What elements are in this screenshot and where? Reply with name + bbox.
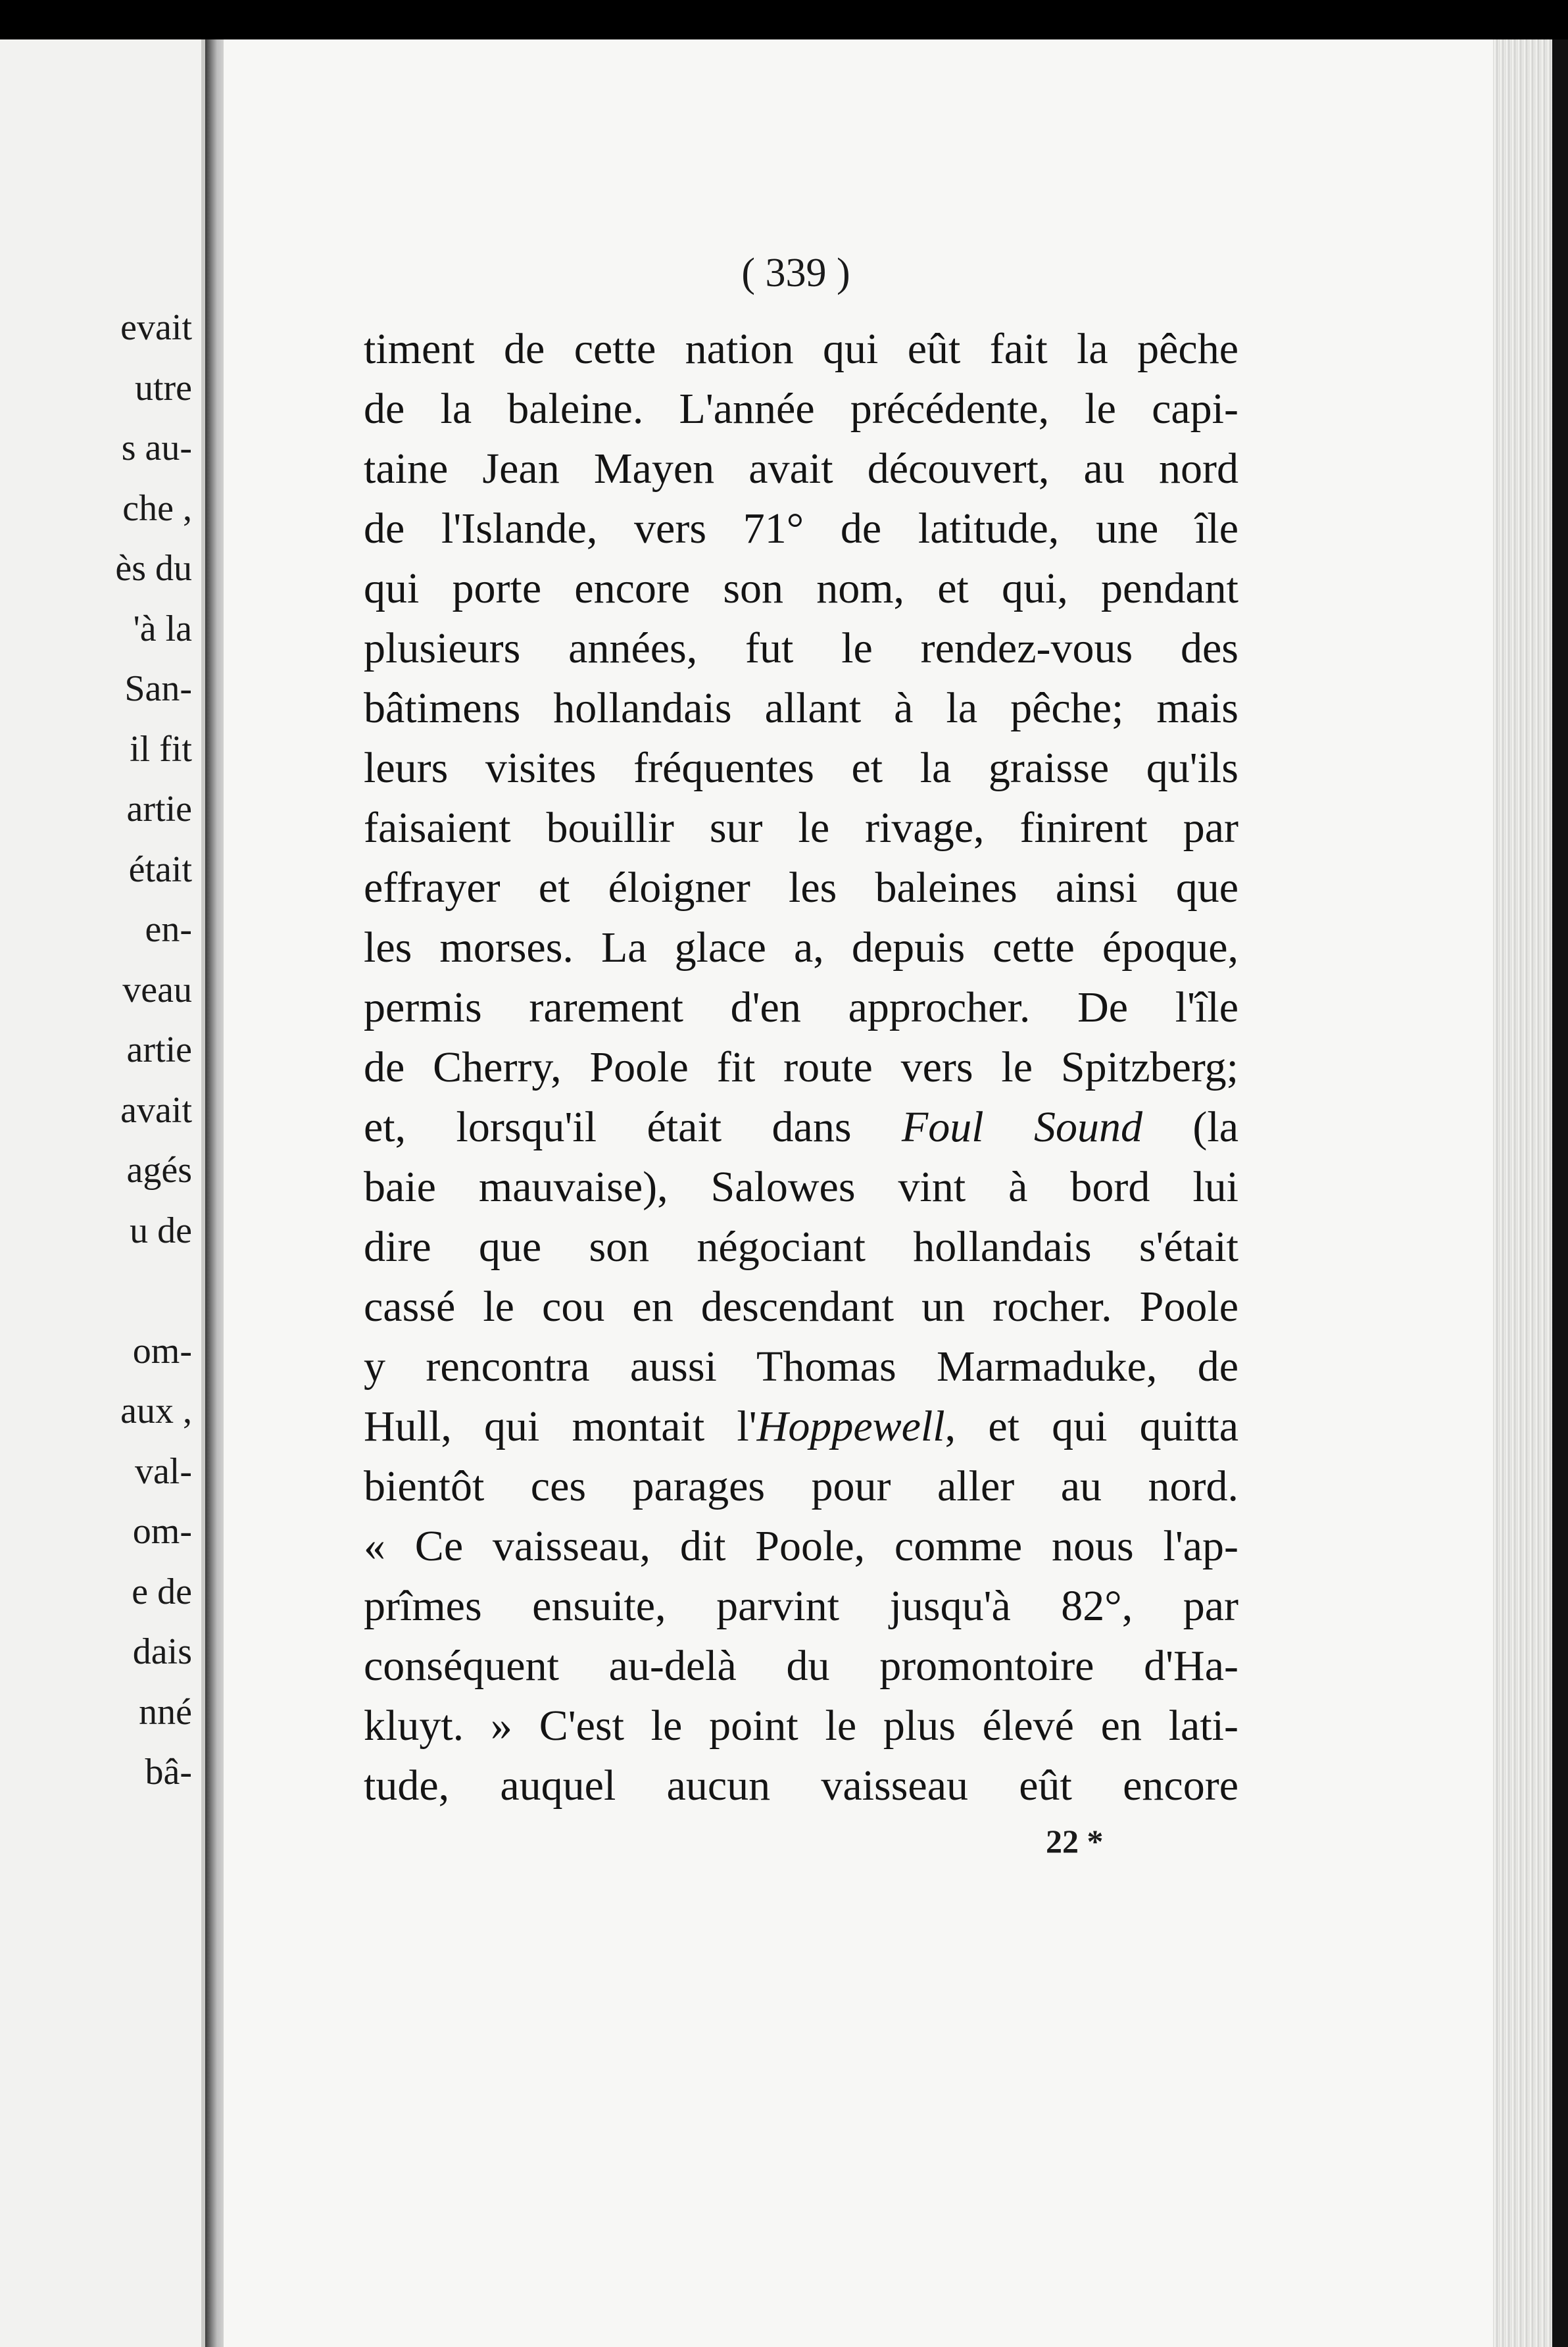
text-segment: effrayer et éloigner les baleines ainsi que bbox=[364, 864, 1238, 912]
left-page-line: dais bbox=[132, 1631, 192, 1672]
text-line bbox=[364, 858, 1238, 918]
text-segment: de la baleine. L'année précédente, le capi- bbox=[364, 385, 1238, 433]
text-segment: qui porte encore son nom, et qui, pendant bbox=[364, 564, 1238, 612]
signature-mark: 22 * bbox=[1046, 1823, 1104, 1860]
text-line bbox=[364, 977, 1238, 1037]
left-page-line: agés bbox=[126, 1150, 192, 1191]
text-segment: de l'Islande, vers 71° de latitude, une île bbox=[364, 505, 1238, 553]
text-segment: dire que son négociant hollandais s'était bbox=[364, 1223, 1238, 1271]
left-page-line: s au- bbox=[121, 428, 192, 468]
text-line bbox=[364, 1396, 1238, 1456]
text-segment: , et qui quitta bbox=[944, 1402, 1238, 1450]
text-segment: timent de cette nation qui eût fait la pêche bbox=[364, 325, 1238, 373]
text-line bbox=[364, 1756, 1238, 1816]
left-page-line: en- bbox=[145, 909, 192, 950]
left-page-line: che , bbox=[122, 487, 192, 529]
text-segment: de Cherry, Poole fit route vers le Spitzberg; bbox=[364, 1043, 1238, 1091]
body-text bbox=[364, 319, 1238, 1816]
text-line bbox=[364, 798, 1238, 858]
left-page-line: artie bbox=[126, 1029, 192, 1070]
left-page-line: ès du bbox=[115, 548, 192, 589]
text-segment: « Ce vaisseau, dit Poole, comme nous l'ap- bbox=[364, 1522, 1238, 1570]
text-line bbox=[364, 1277, 1238, 1337]
left-page-line: bâ- bbox=[145, 1752, 192, 1792]
left-page-line: était bbox=[128, 849, 192, 890]
text-line bbox=[364, 918, 1238, 977]
text-segment: et, lorsqu'il était dans bbox=[364, 1103, 902, 1151]
left-page-line: aux , bbox=[120, 1391, 192, 1431]
text-segment: tude, auquel aucun vaisseau eût encore bbox=[364, 1762, 1238, 1810]
text-line bbox=[364, 499, 1238, 558]
text-line bbox=[364, 1696, 1238, 1756]
text-line bbox=[364, 319, 1238, 379]
text-segment: prîmes ensuite, parvint jusqu'à 82°, par bbox=[364, 1582, 1238, 1630]
left-page-line: il fit bbox=[130, 728, 192, 770]
left-page-line: om- bbox=[132, 1511, 192, 1552]
text-segment: plusieurs années, fut le rendez-vous des bbox=[364, 624, 1238, 672]
text-line bbox=[364, 678, 1238, 738]
text-segment: y rencontra aussi Thomas Marmaduke, de bbox=[364, 1343, 1238, 1391]
text-segment: conséquent au-delà du promontoire d'Ha- bbox=[364, 1642, 1238, 1690]
text-line bbox=[364, 1456, 1238, 1516]
text-line bbox=[364, 618, 1238, 678]
left-page-line: utre bbox=[134, 367, 192, 408]
left-page-line: evait bbox=[120, 307, 192, 348]
left-page-line: val- bbox=[134, 1450, 192, 1492]
italic-text: Hoppewell bbox=[756, 1402, 945, 1450]
text-segment: faisaient bouillir sur le rivage, finirent par bbox=[364, 804, 1238, 852]
page-edge-shadow bbox=[1552, 39, 1568, 2347]
left-page-line: veau bbox=[122, 969, 192, 1010]
text-segment: bâtimens hollandais allant à la pêche; mais bbox=[364, 684, 1238, 732]
left-page-line: avait bbox=[120, 1089, 192, 1131]
text-segment: (la bbox=[1142, 1103, 1239, 1151]
text-line bbox=[364, 1636, 1238, 1696]
text-segment: Hull, qui montait l' bbox=[364, 1402, 757, 1450]
page-edge bbox=[1493, 39, 1552, 2347]
text-line bbox=[364, 1097, 1238, 1157]
text-line bbox=[364, 1037, 1238, 1097]
text-segment: kluyt. » C'est le point le plus élevé en lati- bbox=[364, 1702, 1238, 1750]
text-line bbox=[364, 379, 1238, 439]
italic-text: Foul Sound bbox=[901, 1103, 1142, 1151]
text-line bbox=[364, 439, 1238, 499]
text-segment: leurs visites fréquentes et la graisse qu'ils bbox=[364, 744, 1238, 792]
left-page-line: San- bbox=[124, 668, 192, 709]
text-segment: baie mauvaise), Salowes vint à bord lui bbox=[364, 1163, 1238, 1211]
text-line bbox=[364, 1217, 1238, 1277]
text-line bbox=[364, 1337, 1238, 1396]
left-page-line: nné bbox=[139, 1691, 192, 1733]
left-page-line: u de bbox=[130, 1210, 192, 1251]
page-number: ( 339 ) bbox=[741, 251, 850, 295]
left-page-line: om- bbox=[132, 1330, 192, 1371]
text-line bbox=[364, 1516, 1238, 1576]
text-segment: les morses. La glace a, depuis cette époque, bbox=[364, 924, 1238, 972]
text-segment: bientôt ces parages pour aller au nord. bbox=[364, 1462, 1238, 1510]
text-segment: taine Jean Mayen avait découvert, au nord bbox=[364, 445, 1238, 493]
left-page-fragment bbox=[0, 39, 205, 2347]
left-page-line: e de bbox=[132, 1571, 192, 1612]
left-page-line: 'à la bbox=[133, 608, 192, 649]
text-segment: cassé le cou en descendant un rocher. Poole bbox=[364, 1283, 1238, 1331]
text-line bbox=[364, 558, 1238, 618]
text-line bbox=[364, 738, 1238, 798]
left-page-line: artie bbox=[126, 789, 192, 829]
text-segment: permis rarement d'en approcher. De l'île bbox=[364, 983, 1238, 1031]
text-line bbox=[364, 1576, 1238, 1636]
text-line bbox=[364, 1157, 1238, 1217]
